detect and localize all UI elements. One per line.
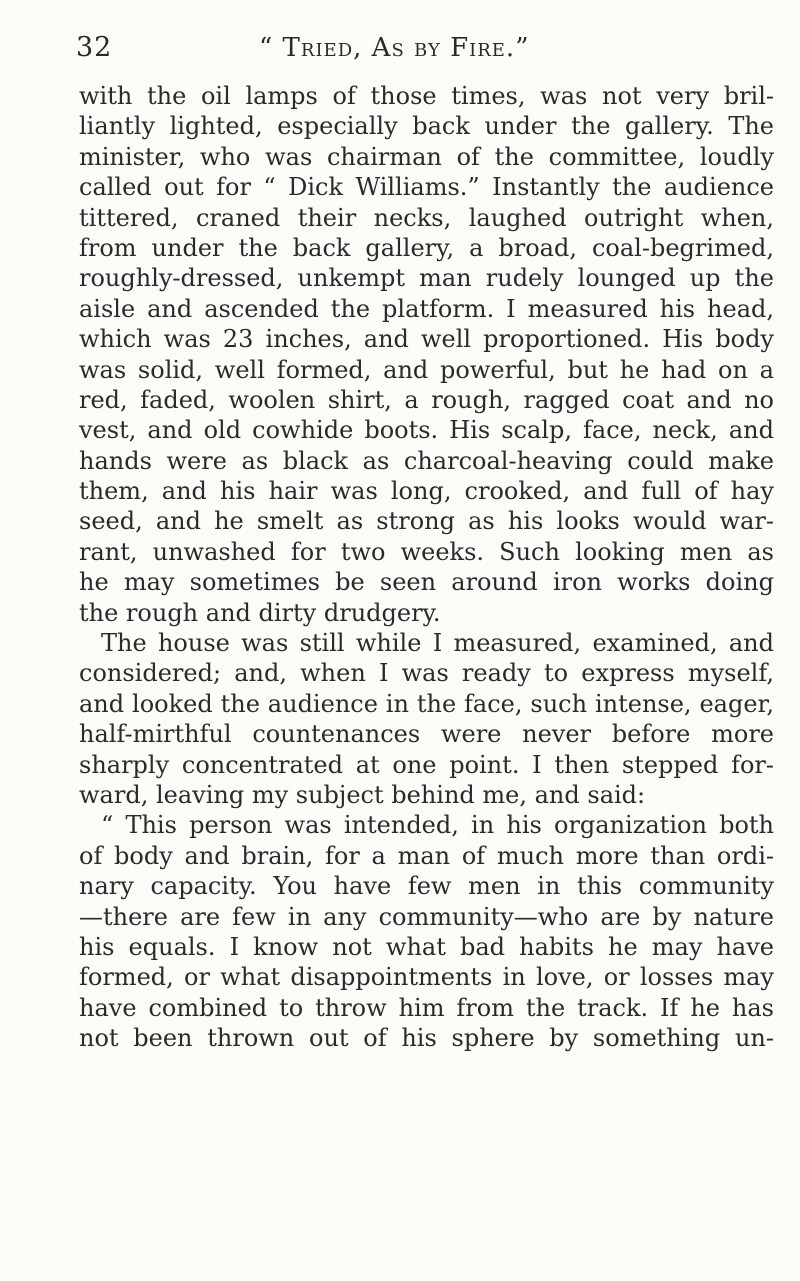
text-line: of body and brain, for a man of much more than ordi- — [79, 841, 774, 870]
text-line: his equals. I know not what bad habits he may have — [79, 932, 774, 961]
text-line: with the oil lamps of those times, was not very bril- — [79, 82, 774, 110]
paragraph — [79, 628, 774, 810]
text-line: nary capacity. You have few men in this community — [79, 872, 774, 901]
page-number: 32 — [76, 32, 113, 63]
text-line: hands were as black as charcoal-heaving could make — [79, 446, 774, 475]
text-line: minister, who was chairman of the committee, loudly — [79, 142, 774, 171]
text-line: sharply concentrated at one point. I then stepped for- — [79, 750, 774, 779]
paragraph — [79, 810, 774, 1053]
text-line: he may sometimes be seen around iron works doing — [79, 568, 774, 597]
text-line: liantly lighted, especially back under the gallery. The — [79, 112, 774, 141]
text-line: vest, and old cowhide boots. His scalp, face, neck, and — [79, 416, 774, 445]
text-line: tittered, craned their necks, laughed outright when, — [79, 203, 774, 232]
running-head — [76, 28, 776, 68]
text-line: from under the back gallery, a broad, coal-begrimed, — [79, 233, 774, 262]
text-line: considered; and, when I was ready to express myself, — [79, 659, 774, 688]
text-line: ward, leaving my subject behind me, and said: — [79, 780, 646, 809]
text-line: and looked the audience in the face, such intense, eager, — [79, 689, 774, 718]
text-line: half-mirthful countenances were never before more — [79, 720, 774, 749]
text-line: was solid, well formed, and powerful, but he had on a — [79, 355, 774, 384]
text-line: have combined to throw him from the track. If he has — [79, 993, 774, 1022]
running-title: “ Tried, As by Fire.” — [259, 33, 530, 63]
text-line: not been thrown out of his sphere by something un- — [79, 1024, 774, 1053]
text-line: formed, or what disappointments in love, or losses may — [79, 963, 774, 992]
text-line: —there are few in any community—who are by nature — [79, 902, 774, 931]
paragraph — [79, 81, 774, 628]
text-line: seed, and he smelt as strong as his looks would war- — [79, 507, 774, 536]
text-line: roughly-dressed, unkempt man rudely lounged up the — [79, 264, 774, 293]
text-line: the rough and dirty drudgery. — [79, 598, 441, 627]
text-line: The house was still while I measured, examined, and — [101, 629, 774, 658]
text-line: aisle and ascended the platform. I measured his head, — [79, 294, 774, 323]
text-line: “ This person was intended, in his organization both — [101, 811, 774, 840]
text-line: red, faded, woolen shirt, a rough, ragged coat and no — [79, 385, 774, 414]
text-line: rant, unwashed for two weeks. Such looking men as — [79, 537, 774, 566]
text-line: them, and his hair was long, crooked, and full of hay — [79, 477, 774, 506]
text-line: which was 23 inches, and well proportioned. His body — [79, 325, 774, 354]
text-line: called out for “ Dick Williams.” Instantly the audience — [79, 173, 774, 202]
body-text — [79, 81, 774, 1054]
